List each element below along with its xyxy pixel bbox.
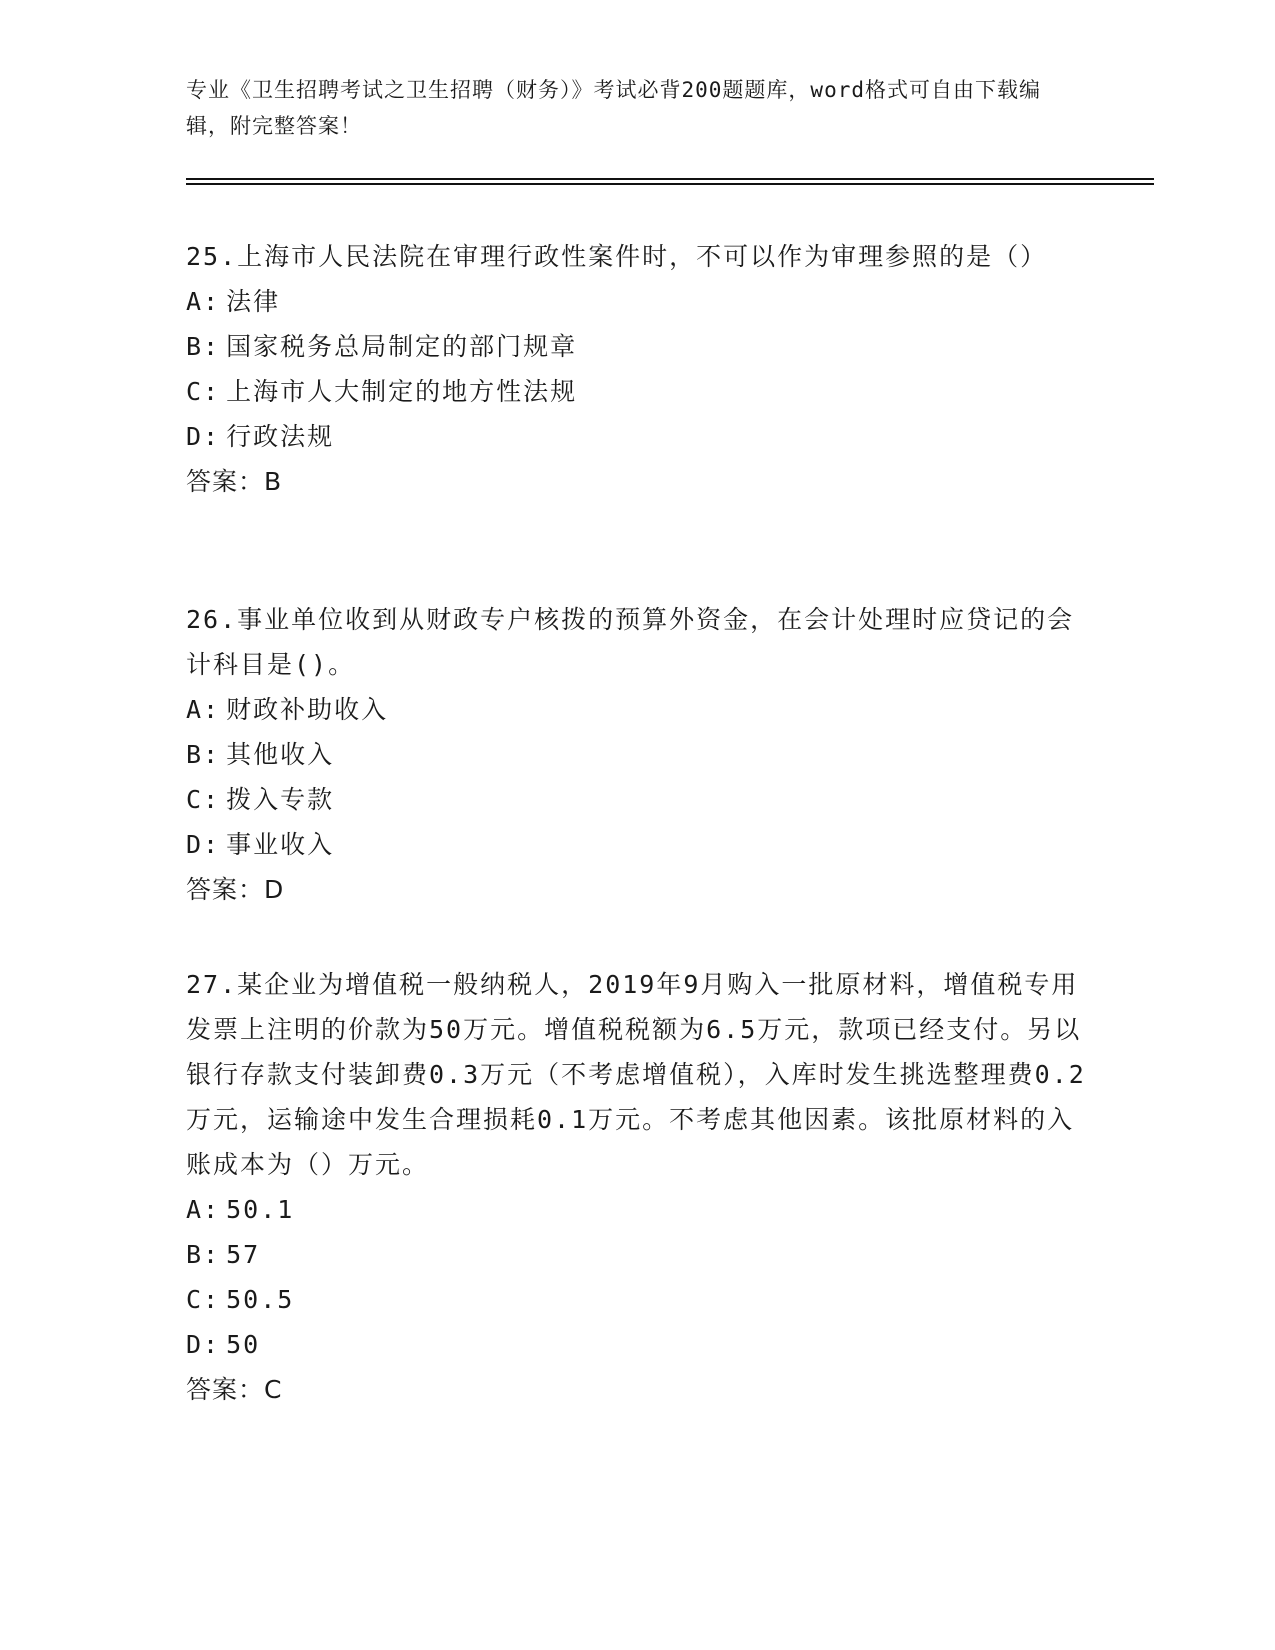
option-letter: B: bbox=[186, 1240, 221, 1269]
option-b bbox=[186, 1232, 1086, 1277]
option-a bbox=[186, 1187, 1086, 1232]
answer-label: 答案：D bbox=[186, 875, 285, 904]
option-text: 财政补助收入 bbox=[226, 695, 389, 724]
question-27 bbox=[186, 962, 1086, 1413]
option-c bbox=[186, 369, 1086, 414]
option-letter: A: bbox=[186, 695, 221, 724]
question-stem: 25.上海市人民法院在审理行政性案件时，不可以作为审理参照的是（） bbox=[186, 242, 1048, 271]
option-letter: D: bbox=[186, 830, 221, 859]
header-divider-bottom bbox=[186, 183, 1154, 185]
question-26 bbox=[186, 597, 1086, 913]
option-d bbox=[186, 1322, 1086, 1367]
option-text: 上海市人大制定的地方性法规 bbox=[226, 377, 578, 406]
option-c bbox=[186, 777, 1086, 822]
option-d bbox=[186, 822, 1086, 867]
option-text: 57 bbox=[226, 1240, 261, 1269]
option-text: 法律 bbox=[226, 287, 281, 316]
option-a bbox=[186, 279, 1086, 324]
option-text: 事业收入 bbox=[226, 830, 335, 859]
option-text: 50 bbox=[226, 1330, 261, 1359]
question-25 bbox=[186, 234, 1086, 505]
document-header: 专业《卫生招聘考试之卫生招聘（财务）》考试必背200题题库，word格式可自由下载编辑，附完整答案！ bbox=[186, 78, 1041, 138]
option-letter: C: bbox=[186, 377, 221, 406]
option-a bbox=[186, 687, 1086, 732]
option-letter: C: bbox=[186, 785, 221, 814]
option-letter: C: bbox=[186, 1285, 221, 1314]
option-text: 行政法规 bbox=[226, 422, 335, 451]
answer-label: 答案：C bbox=[186, 1375, 283, 1404]
question-stem: 26.事业单位收到从财政专户核拨的预算外资金，在会计处理时应贷记的会计科目是()。 bbox=[186, 605, 1075, 679]
header-divider-top bbox=[186, 178, 1154, 180]
option-letter: A: bbox=[186, 1195, 221, 1224]
option-text: 其他收入 bbox=[226, 740, 335, 769]
question-stem: 27.某企业为增值税一般纳税人，2019年9月购入一批原材料，增值税专用发票上注明的价款为50万元。增值税税额为6.5万元，款项已经支付。另以银行存款支付装卸费0.3万元（不考虑增值税），入库时发生挑选整理费0.2万元，运输途中发生合理损耗0.1万元。不考虑其他因素。该批原材料的入账成本为（）万元。 bbox=[186, 970, 1086, 1179]
option-letter: B: bbox=[186, 332, 221, 361]
answer-label: 答案：B bbox=[186, 467, 283, 496]
option-letter: A: bbox=[186, 287, 221, 316]
option-letter: D: bbox=[186, 1330, 221, 1359]
option-text: 拨入专款 bbox=[226, 785, 335, 814]
option-b bbox=[186, 324, 1086, 369]
option-c bbox=[186, 1277, 1086, 1322]
option-letter: B: bbox=[186, 740, 221, 769]
option-d bbox=[186, 414, 1086, 459]
option-text: 50.5 bbox=[226, 1285, 295, 1314]
option-text: 50.1 bbox=[226, 1195, 295, 1224]
option-text: 国家税务总局制定的部门规章 bbox=[226, 332, 578, 361]
option-b bbox=[186, 732, 1086, 777]
option-letter: D: bbox=[186, 422, 221, 451]
